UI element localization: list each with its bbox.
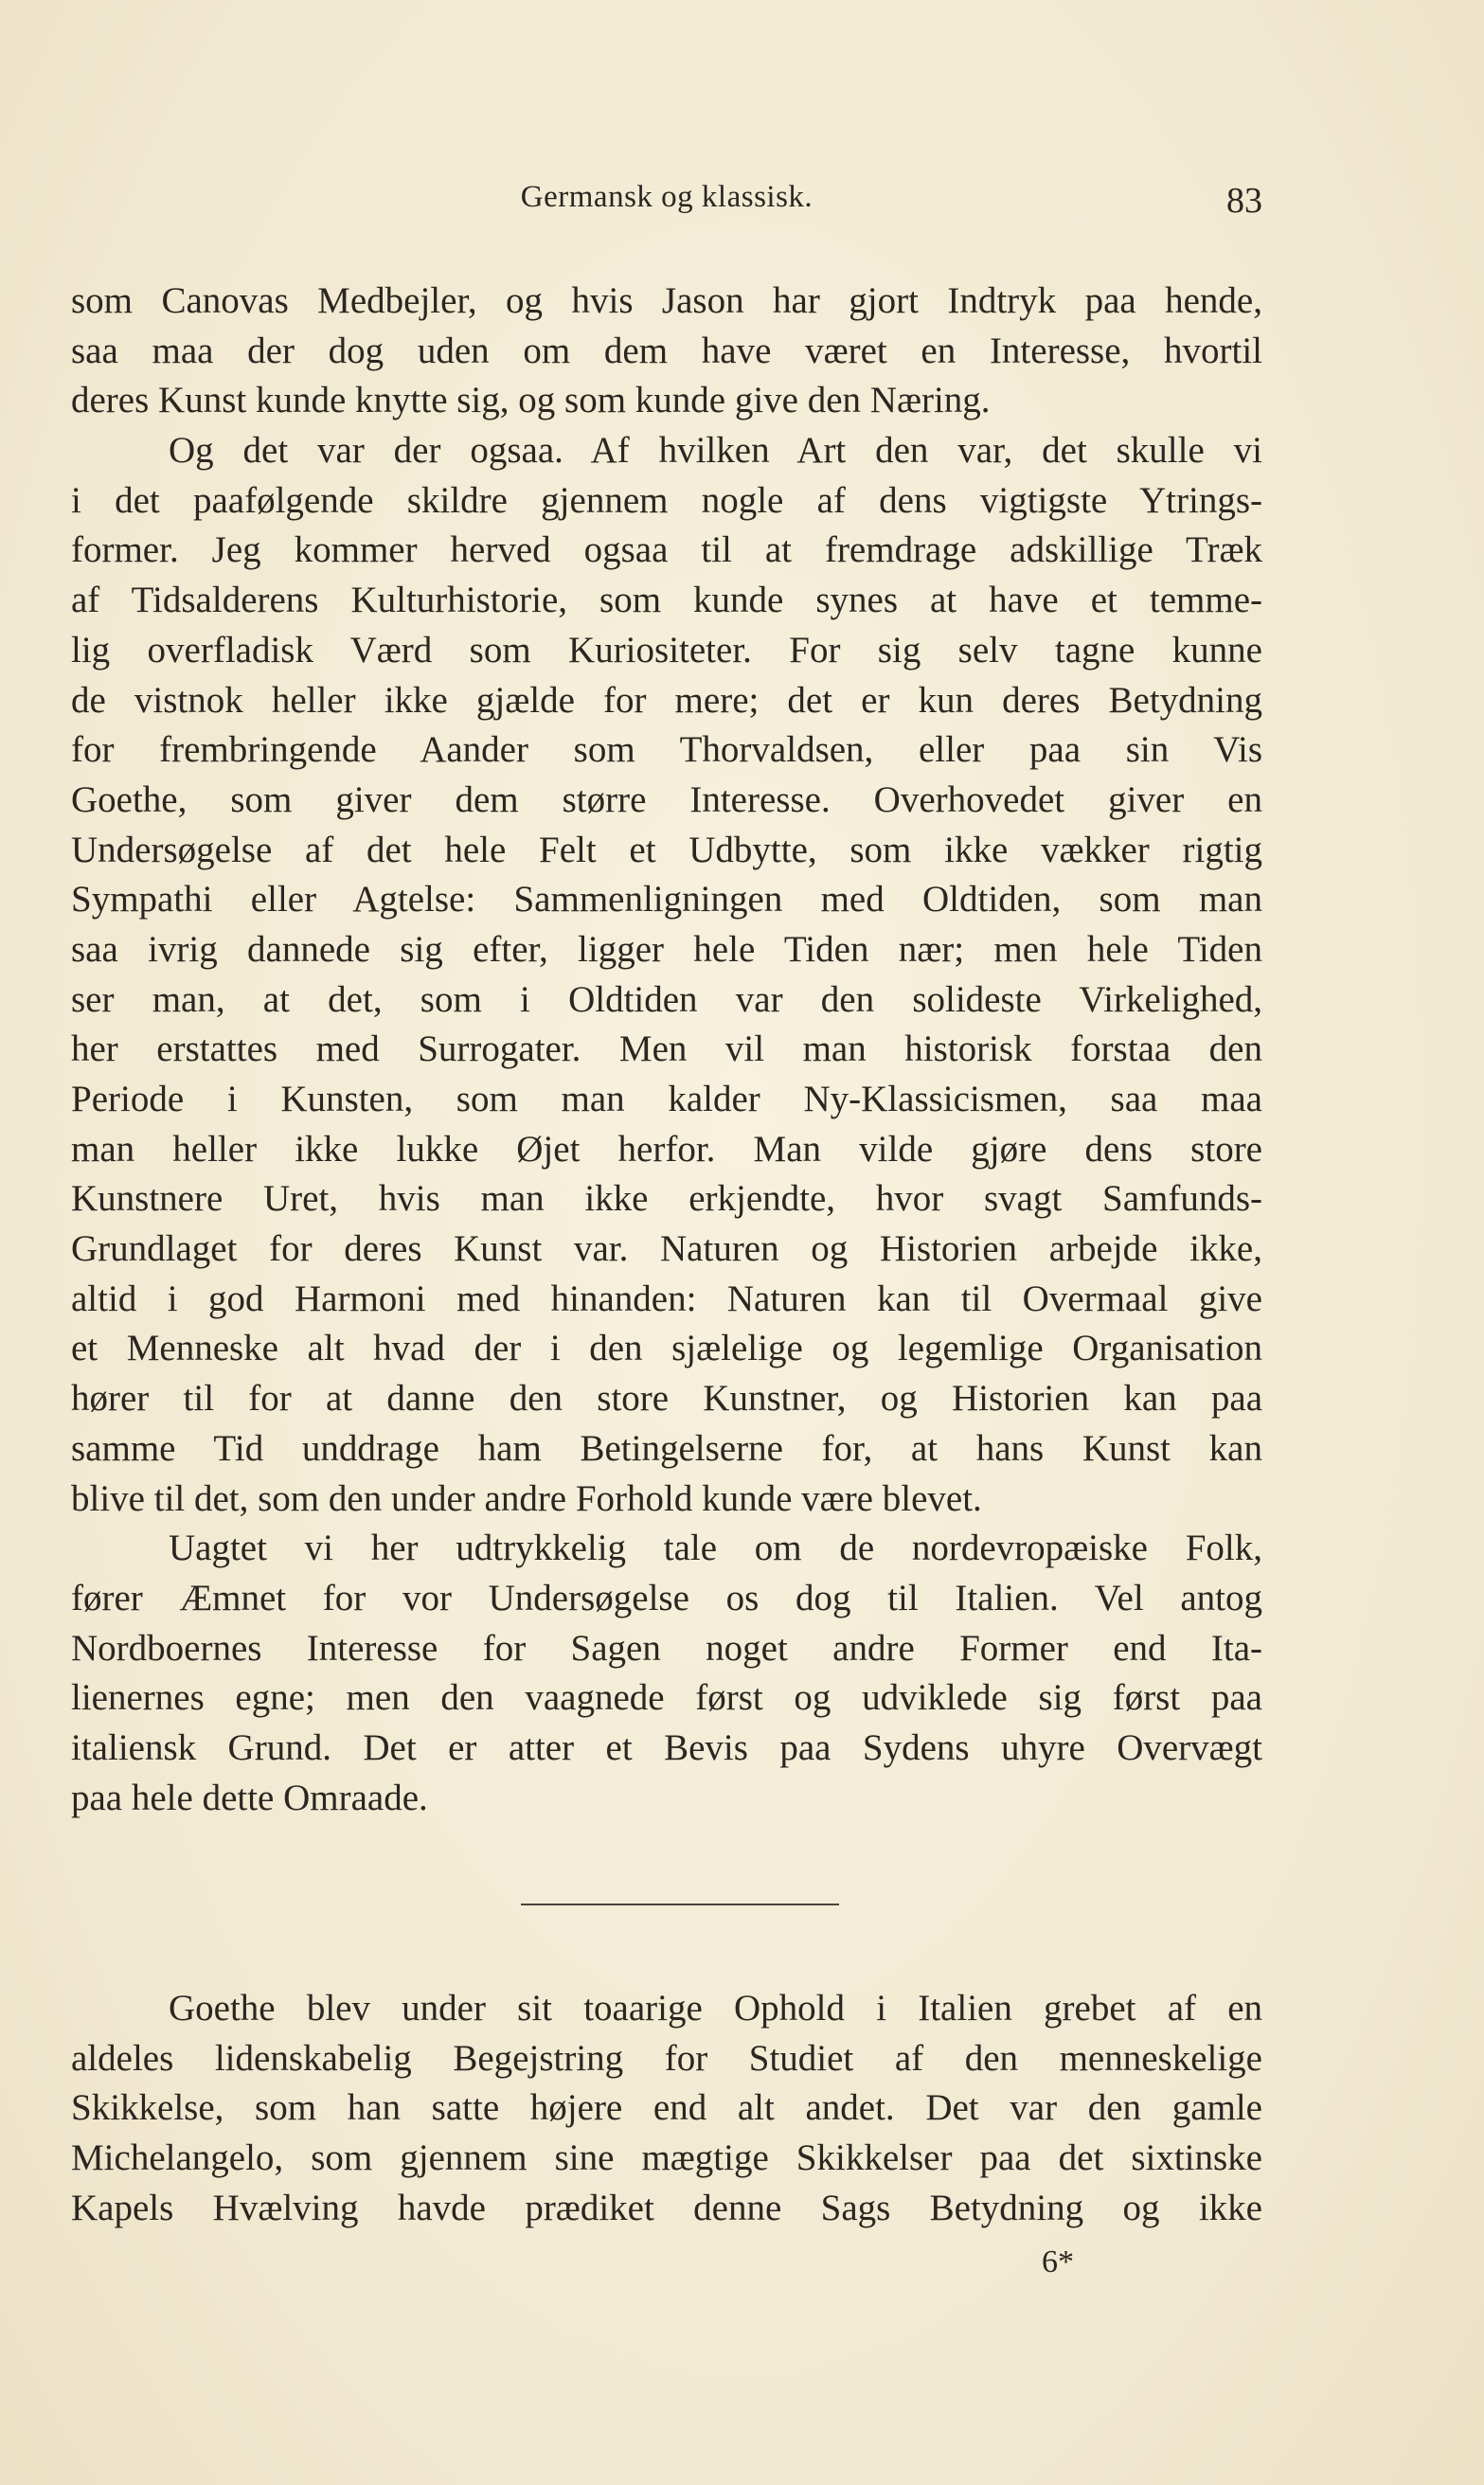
text-line: af Tidsalderens Kulturhistorie, som kunde synes at have et temme-	[71, 580, 1262, 621]
text-line: samme Tid unddrage ham Betingelserne for, at hans Kunst kan	[71, 1427, 1262, 1469]
text-line: Michelangelo, som gjennem sine mægtige Skikkelser paa det sixtinske	[71, 2137, 1262, 2179]
text-line: aldeles lidenskabelig Begejstring for Studiet af den menneskelige	[71, 2037, 1262, 2079]
body-text-section-2	[71, 1984, 1262, 2233]
text-line: Kapels Hvælving havde prædiket denne Sags Betydning og ikke	[71, 2187, 1262, 2228]
text-line: ser man, at det, som i Oldtiden var den solideste Virkelighed,	[71, 978, 1262, 1020]
text-line: Goethe, som giver dem større Interesse. Overhovedet giver en	[71, 778, 1262, 820]
text-line: altid i god Harmoni med hinanden: Naturen kan til Overmaal give	[71, 1278, 1262, 1319]
text-line: fører Æmnet for vor Undersøgelse os dog til Italien. Vel antog	[71, 1577, 1262, 1618]
text-line: lig overfladisk Værd som Kuriositeter. For sig selv tagne kunne	[71, 629, 1262, 670]
text-line: her erstattes med Surrogater. Men vil man historisk forstaa den	[71, 1028, 1262, 1070]
text-line: saa ivrig dannede sig efter, ligger hele Tiden nær; men hele Tiden	[71, 928, 1262, 970]
text-line: man heller ikke lukke Øjet herfor. Man vilde gjøre dens store	[71, 1128, 1262, 1170]
text-line: italiensk Grund. Det er atter et Bevis paa Sydens uhyre Overvægt	[71, 1726, 1262, 1768]
text-line: et Menneske alt hvad der i den sjælelige og legemlige Organisation	[71, 1328, 1262, 1369]
text-line: deres Kunst kunde knytte sig, og som kunde give den Næring.	[71, 380, 991, 421]
page-header	[71, 180, 1262, 237]
text-line: saa maa der dog uden om dem have været en Interesse, hvortil	[71, 330, 1262, 371]
section-divider	[521, 1904, 839, 1905]
text-line: i det paafølgende skildre gjennem nogle af dens vigtigste Ytrings-	[71, 479, 1262, 521]
text-line: paa hele dette Omraade.	[71, 1777, 428, 1818]
text-line: for frembringende Aander som Thorvaldsen, eller paa sin Vis	[71, 729, 1262, 771]
text-line: Kunstnere Uret, hvis man ikke erkjendte, hvor svagt Samfunds-	[71, 1178, 1262, 1220]
text-line: blive til det, som den under andre Forhold kunde være blevet.	[71, 1477, 982, 1519]
text-line: lienernes egne; men den vaagnede først og udviklede sig først paa	[71, 1677, 1262, 1719]
text-line: former. Jeg kommer herved ogsaa til at fremdrage adskillige Træk	[71, 529, 1262, 571]
text-line: Uagtet vi her udtrykkelig tale om de nordevropæiske Folk,	[169, 1528, 1262, 1569]
signature-mark: 6*	[1042, 2244, 1074, 2279]
text-line: som Canovas Medbejler, og hvis Jason har gjort Indtryk paa hende,	[71, 280, 1262, 321]
text-line: hører til for at danne den store Kunstner, og Historien kan paa	[71, 1378, 1262, 1420]
text-line: Sympathi eller Agtelse: Sammenligningen med Oldtiden, som man	[71, 879, 1262, 921]
text-line: Undersøgelse af det hele Felt et Udbytte, som ikke vækker rigtig	[71, 829, 1262, 870]
page-number: 83	[1226, 181, 1262, 221]
text-line: Nordboernes Interesse for Sagen noget andre Former end Ita-	[71, 1627, 1262, 1669]
body-text-section-1	[71, 277, 1262, 1823]
text-line: Skikkelse, som han satte højere end alt andet. Det var den gamle	[71, 2087, 1262, 2129]
text-line: Goethe blev under sit toaarige Ophold i Italien grebet af en	[169, 1988, 1262, 2029]
text-line: Grundlaget for deres Kunst var. Naturen og Historien arbejde ikke,	[71, 1228, 1262, 1270]
text-line: Og det var der ogsaa. Af hvilken Art den var, det skulle vi	[169, 430, 1262, 472]
running-title: Germansk og klassisk.	[520, 180, 814, 214]
text-line: de vistnok heller ikke gjælde for mere; det er kun deres Betydning	[71, 679, 1262, 721]
text-line: Periode i Kunsten, som man kalder Ny-Klassicismen, saa maa	[71, 1079, 1262, 1119]
